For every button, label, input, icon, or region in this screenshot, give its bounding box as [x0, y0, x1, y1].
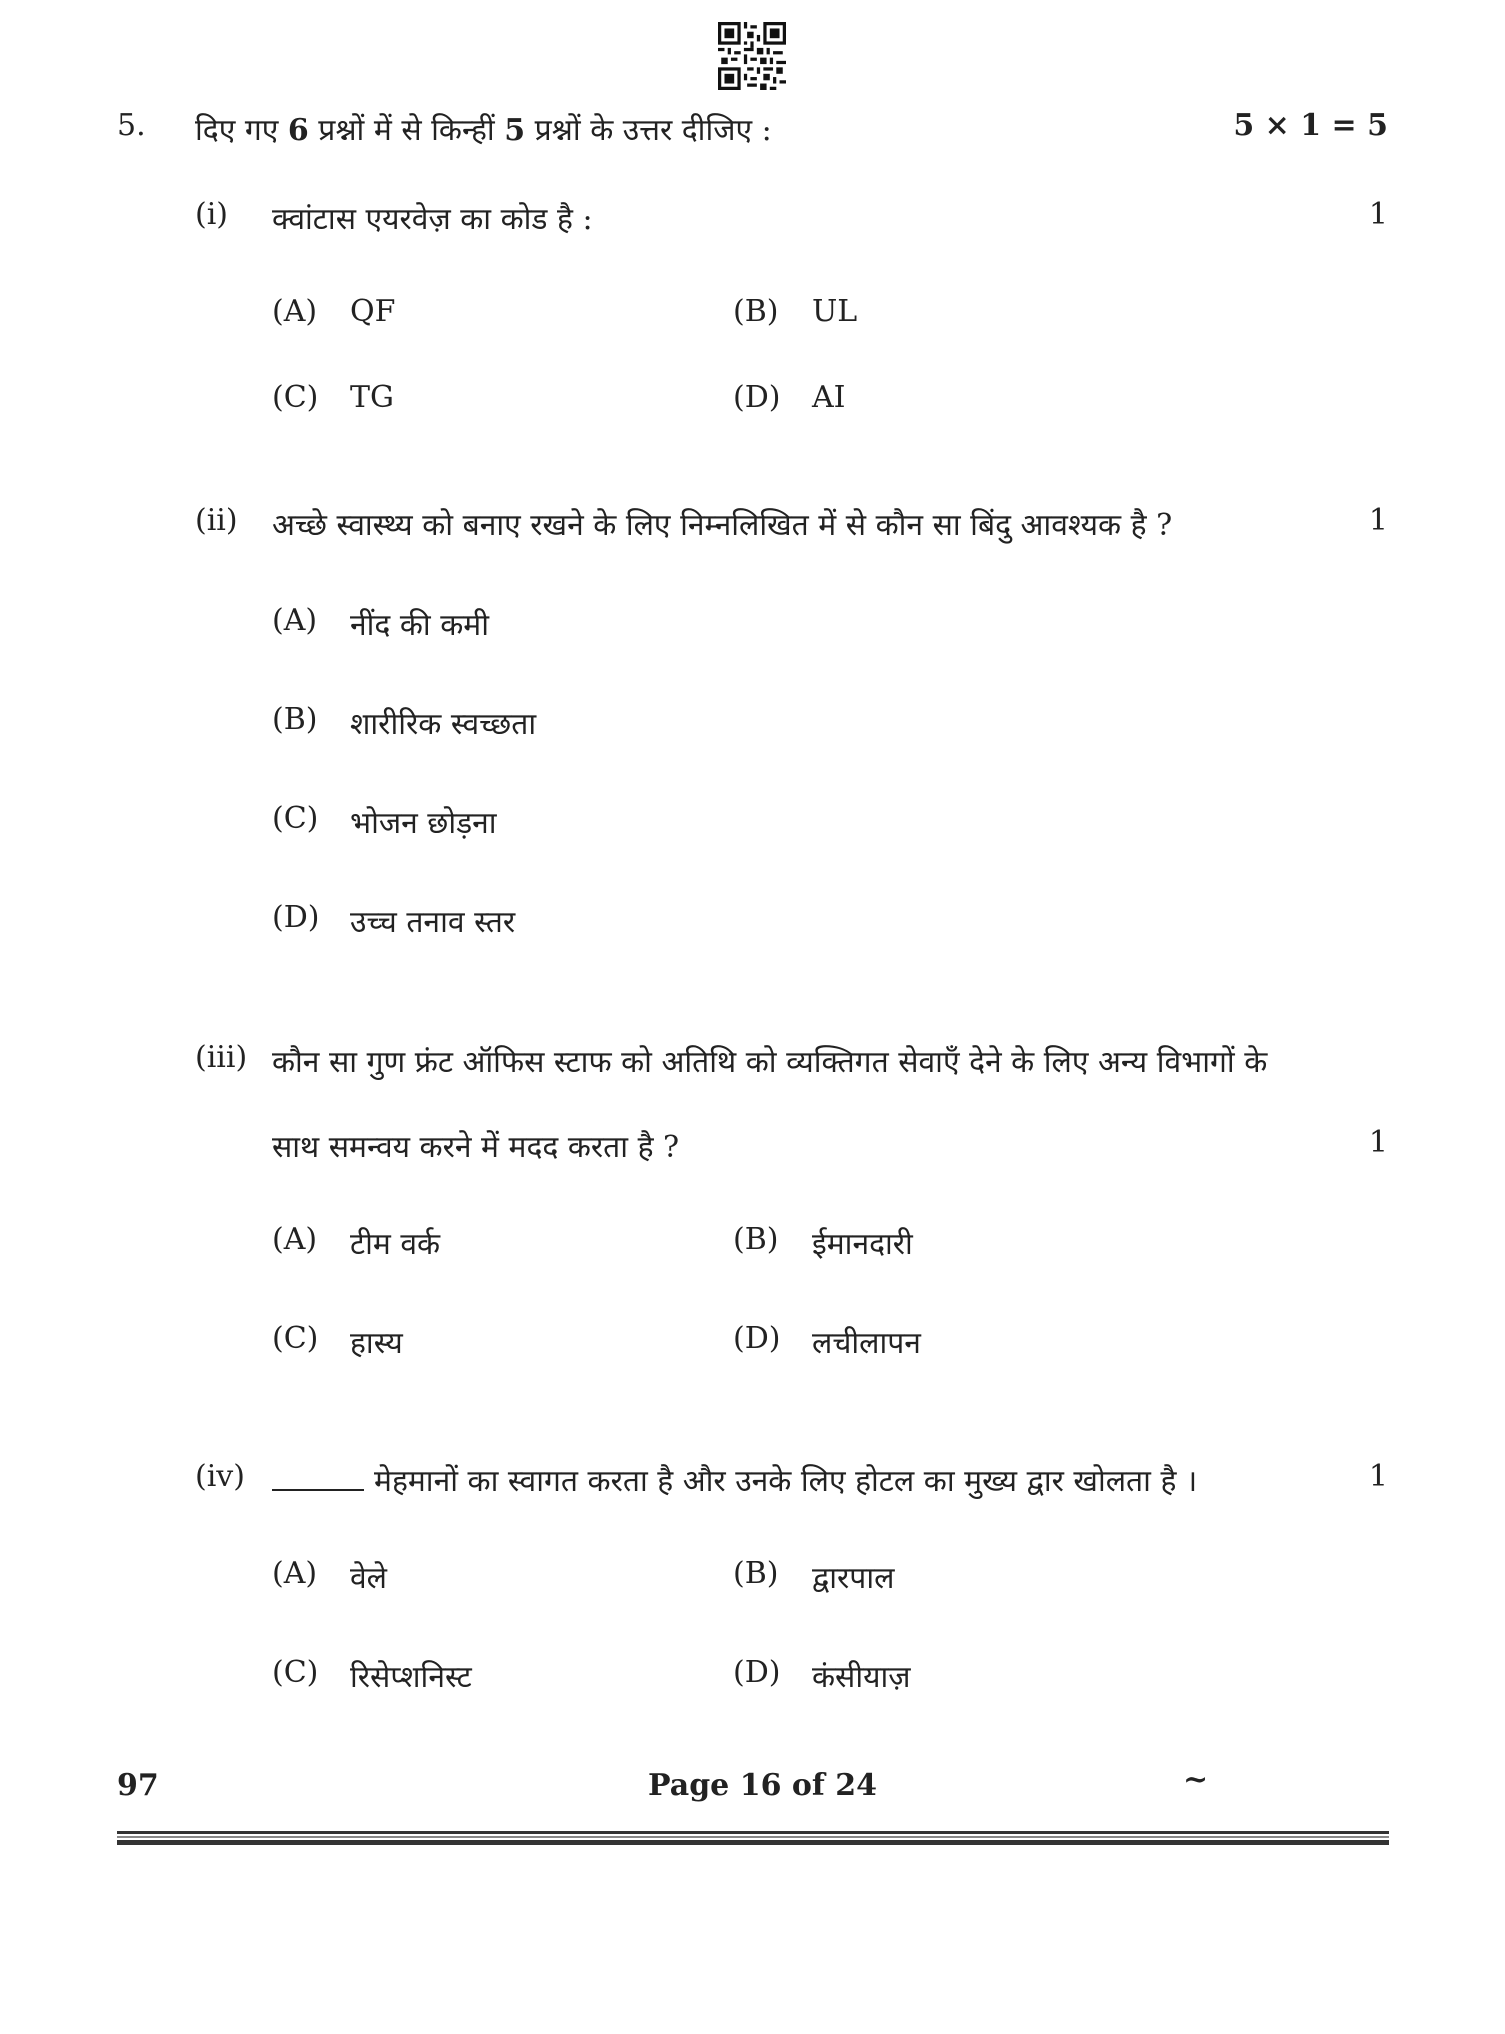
question-number: 5. — [117, 108, 146, 143]
item-number: (i) — [195, 197, 229, 232]
option-text: TG — [350, 380, 394, 415]
item-marks: 1 — [1368, 1125, 1388, 1160]
option-text: AI — [812, 380, 846, 415]
page-number: Page 16 of 24 — [648, 1768, 877, 1803]
option-text: हास्य — [350, 1326, 403, 1361]
footer-rule-mid — [117, 1836, 1389, 1838]
option-label: (D) — [733, 1321, 781, 1356]
item-text: क्वांटास एयरवेज़ का कोड है : — [272, 202, 593, 237]
option-label: (A) — [272, 294, 318, 329]
instruction-part: प्रश्नों के उत्तर दीजिए : — [534, 113, 772, 148]
option-label: (D) — [272, 900, 320, 935]
item-text-with-blank — [272, 1459, 1197, 1500]
option-text: टीम वर्क — [350, 1227, 441, 1262]
footer-rule-top — [117, 1831, 1389, 1834]
option-label: (A) — [272, 1222, 318, 1257]
item-number: (iv) — [195, 1459, 245, 1494]
option-text: वेले — [350, 1561, 388, 1596]
option-text: UL — [812, 294, 858, 329]
question-instruction — [195, 108, 772, 149]
option-text: ईमानदारी — [812, 1227, 913, 1262]
option-text: शारीरिक स्वच्छता — [350, 707, 537, 742]
option-text: लचीलापन — [812, 1326, 921, 1361]
item-marks: 1 — [1368, 503, 1388, 538]
option-label: (C) — [272, 380, 319, 415]
option-label: (C) — [272, 1321, 319, 1356]
instruction-part: प्रश्नों में से किन्हीं — [318, 113, 495, 148]
option-label: (A) — [272, 603, 318, 638]
option-text: रिसेप्शनिस्ट — [350, 1660, 472, 1695]
item-text: मेहमानों का स्वागत करता है और उनके लिए होटल का मुख्य द्वार खोलता है । — [374, 1464, 1198, 1499]
option-label: (A) — [272, 1556, 318, 1591]
item-marks: 1 — [1368, 1459, 1388, 1494]
option-label: (B) — [733, 294, 779, 329]
option-label: (B) — [272, 702, 318, 737]
instruction-part: दिए गए — [195, 113, 279, 148]
paper-code: 97 — [117, 1768, 159, 1803]
option-label: (D) — [733, 1655, 781, 1690]
item-number: (ii) — [195, 503, 238, 538]
footer-mark: ~ — [1183, 1762, 1209, 1797]
option-text: कंसीयाज़ — [812, 1660, 911, 1695]
option-label: (B) — [733, 1556, 779, 1591]
option-text: नींद की कमी — [350, 608, 489, 643]
question-marks: 5 × 1 = 5 — [1233, 108, 1388, 143]
option-label: (D) — [733, 380, 781, 415]
option-label: (B) — [733, 1222, 779, 1257]
qr-code-icon — [718, 22, 786, 90]
instruction-count-answer: 5 — [504, 113, 526, 148]
option-text: द्वारपाल — [812, 1561, 895, 1596]
item-text-line2: साथ समन्वय करने में मदद करता है ? — [272, 1130, 680, 1165]
option-label: (C) — [272, 801, 319, 836]
item-marks: 1 — [1368, 197, 1388, 232]
footer-rule-bottom — [117, 1840, 1389, 1845]
instruction-count-total: 6 — [287, 113, 309, 148]
item-text-line1: कौन सा गुण फ्रंट ऑफिस स्टाफ को अतिथि को व्यक्तिगत सेवाएँ देने के लिए अन्य विभागों के — [272, 1045, 1268, 1080]
option-text: भोजन छोड़ना — [350, 806, 497, 841]
option-text: उच्च तनाव स्तर — [350, 905, 516, 940]
option-label: (C) — [272, 1655, 319, 1690]
option-text: QF — [350, 294, 396, 329]
item-text: अच्छे स्वास्थ्य को बनाए रखने के लिए निम्नलिखित में से कौन सा बिंदु आवश्यक है ? — [272, 508, 1173, 543]
item-number: (iii) — [195, 1040, 248, 1075]
fill-in-blank — [272, 1489, 364, 1491]
